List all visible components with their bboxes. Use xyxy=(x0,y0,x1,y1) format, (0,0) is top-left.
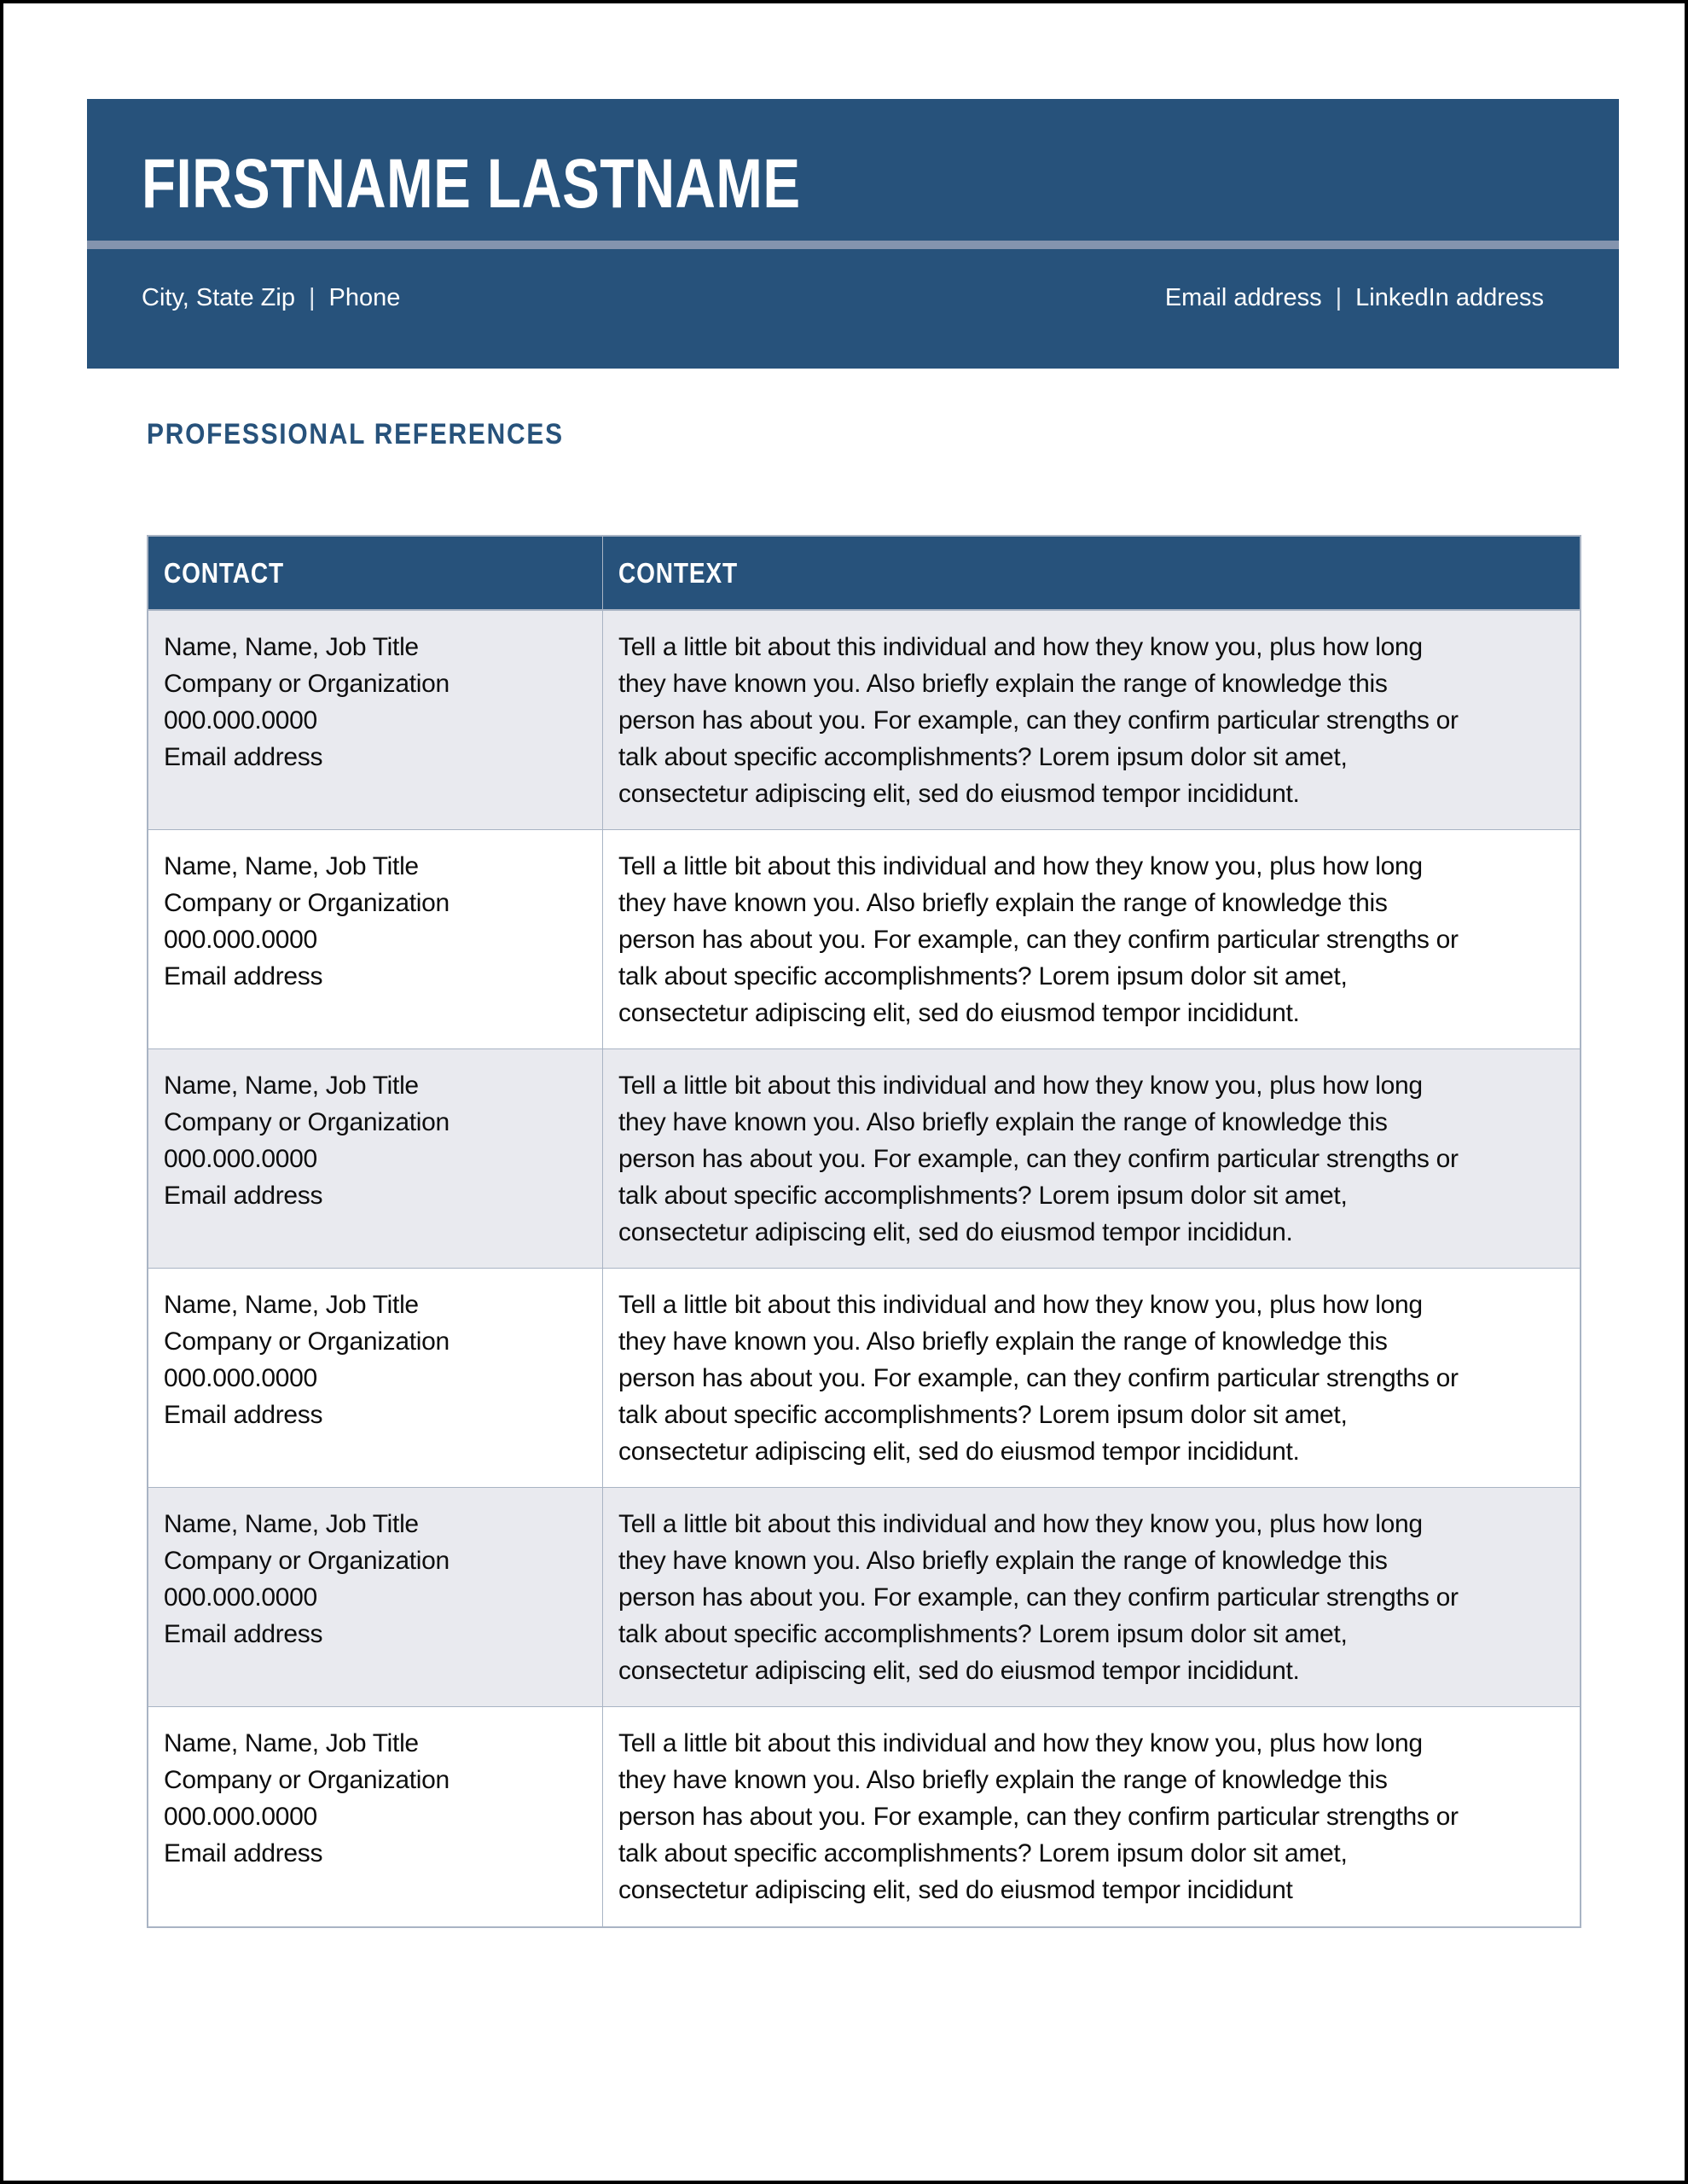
context-line: consectetur adipiscing elit, sed do eiusmod tempor incididunt. xyxy=(618,780,1300,808)
contact-cell xyxy=(148,1269,603,1487)
context-line: they have known you. Also briefly explain the range of knowledge this xyxy=(618,1108,1388,1136)
contact-cell xyxy=(148,1488,603,1706)
context-cell xyxy=(603,1049,1580,1268)
context-line: they have known you. Also briefly explain the range of knowledge this xyxy=(618,889,1388,917)
context-line: Tell a little bit about this individual and how they know you, plus how long xyxy=(618,1510,1423,1538)
contact-cell xyxy=(148,830,603,1048)
contact-line: Email address xyxy=(164,1839,323,1867)
context-line: consectetur adipiscing elit, sed do eiusmod tempor incididunt xyxy=(618,1876,1293,1904)
contact-line: 000.000.0000 xyxy=(164,1583,317,1612)
context-cell xyxy=(603,830,1580,1048)
contact-bar xyxy=(87,249,1619,369)
context-line: Tell a little bit about this individual and how they know you, plus how long xyxy=(618,1729,1423,1757)
pipe-separator: | xyxy=(308,283,316,311)
header-band xyxy=(87,99,1619,369)
context-cell xyxy=(603,1488,1580,1706)
contact-phone: Phone xyxy=(328,283,401,311)
context-line: person has about you. For example, can they confirm particular strengths or xyxy=(618,706,1459,735)
contact-line: 000.000.0000 xyxy=(164,706,317,735)
header-divider xyxy=(87,241,1619,249)
context-cell xyxy=(603,1269,1580,1487)
page-title: FIRSTNAME LASTNAME xyxy=(142,145,801,223)
context-line: consectetur adipiscing elit, sed do eiusmod tempor incididun. xyxy=(618,1218,1293,1246)
contact-cell xyxy=(148,1707,603,1926)
context-line: talk about specific accomplishments? Lorem ipsum dolor sit amet, xyxy=(618,743,1348,771)
context-line: they have known you. Also briefly explain the range of knowledge this xyxy=(618,1327,1388,1356)
contact-line: Company or Organization xyxy=(164,1108,450,1136)
context-cell xyxy=(603,1707,1580,1926)
context-line: person has about you. For example, can they confirm particular strengths or xyxy=(618,1803,1459,1831)
context-line: consectetur adipiscing elit, sed do eiusmod tempor incididunt. xyxy=(618,999,1300,1027)
contact-linkedin: LinkedIn address xyxy=(1355,283,1544,311)
contact-line: Name, Name, Job Title xyxy=(164,633,419,661)
contact-line: Name, Name, Job Title xyxy=(164,1510,419,1538)
pipe-separator: | xyxy=(1335,283,1343,311)
contact-line: Email address xyxy=(164,1401,323,1429)
references-table xyxy=(147,535,1581,1928)
table-row xyxy=(148,1707,1580,1926)
header-title-area xyxy=(87,99,1619,241)
table-row xyxy=(148,1488,1580,1707)
section-heading xyxy=(147,418,620,451)
context-line: they have known you. Also briefly explain the range of knowledge this xyxy=(618,1766,1388,1794)
table-row xyxy=(148,830,1580,1049)
contact-line: Email address xyxy=(164,962,323,990)
context-line: Tell a little bit about this individual and how they know you, plus how long xyxy=(618,1072,1423,1100)
column-header-contact xyxy=(148,537,603,609)
contact-line: 000.000.0000 xyxy=(164,1145,317,1173)
context-line: person has about you. For example, can they confirm particular strengths or xyxy=(618,1583,1459,1612)
contact-line: Email address xyxy=(164,1620,323,1648)
contact-line: Name, Name, Job Title xyxy=(164,852,419,880)
context-line: they have known you. Also briefly explain the range of knowledge this xyxy=(618,1547,1388,1575)
column-header-context xyxy=(603,537,1580,609)
contact-email: Email address xyxy=(1164,283,1322,311)
contact-location: City, State Zip xyxy=(142,283,295,311)
context-line: person has about you. For example, can they confirm particular strengths or xyxy=(618,926,1459,954)
contact-line: 000.000.0000 xyxy=(164,926,317,954)
contact-line: Company or Organization xyxy=(164,670,450,698)
context-cell xyxy=(603,611,1580,829)
context-line: talk about specific accomplishments? Lorem ipsum dolor sit amet, xyxy=(618,1839,1348,1867)
contact-cell xyxy=(148,611,603,829)
column-header-context-label: CONTEXT xyxy=(618,556,738,589)
context-line: talk about specific accomplishments? Lorem ipsum dolor sit amet, xyxy=(618,1401,1348,1429)
contact-line: Email address xyxy=(164,743,323,771)
table-row xyxy=(148,1049,1580,1269)
column-header-contact-label: CONTACT xyxy=(164,556,284,589)
context-line: Tell a little bit about this individual and how they know you, plus how long xyxy=(618,852,1423,880)
contact-line: Email address xyxy=(164,1182,323,1210)
section-heading-label: PROFESSIONAL REFERENCES xyxy=(147,418,564,450)
context-line: talk about specific accomplishments? Lorem ipsum dolor sit amet, xyxy=(618,1620,1348,1648)
contact-line: 000.000.0000 xyxy=(164,1803,317,1831)
contact-line: Name, Name, Job Title xyxy=(164,1072,419,1100)
context-line: Tell a little bit about this individual and how they know you, plus how long xyxy=(618,633,1423,661)
context-line: Tell a little bit about this individual and how they know you, plus how long xyxy=(618,1291,1423,1319)
contact-line: Company or Organization xyxy=(164,889,450,917)
context-line: talk about specific accomplishments? Lorem ipsum dolor sit amet, xyxy=(618,1182,1348,1210)
contact-line: Name, Name, Job Title xyxy=(164,1291,419,1319)
contact-line: Company or Organization xyxy=(164,1766,450,1794)
contact-line: Company or Organization xyxy=(164,1327,450,1356)
contact-line: Name, Name, Job Title xyxy=(164,1729,419,1757)
table-header-row xyxy=(148,537,1580,611)
context-line: consectetur adipiscing elit, sed do eiusmod tempor incididunt. xyxy=(618,1438,1300,1466)
table-row xyxy=(148,1269,1580,1488)
table-row xyxy=(148,611,1580,830)
contact-right xyxy=(1165,284,1544,312)
contact-cell xyxy=(148,1049,603,1268)
context-line: talk about specific accomplishments? Lorem ipsum dolor sit amet, xyxy=(618,962,1348,990)
context-line: person has about you. For example, can they confirm particular strengths or xyxy=(618,1145,1459,1173)
contact-left xyxy=(142,284,400,312)
contact-line: 000.000.0000 xyxy=(164,1364,317,1392)
contact-line: Company or Organization xyxy=(164,1547,450,1575)
context-line: consectetur adipiscing elit, sed do eiusmod tempor incididunt. xyxy=(618,1657,1300,1685)
context-line: person has about you. For example, can they confirm particular strengths or xyxy=(618,1364,1459,1392)
context-line: they have known you. Also briefly explain the range of knowledge this xyxy=(618,670,1388,698)
